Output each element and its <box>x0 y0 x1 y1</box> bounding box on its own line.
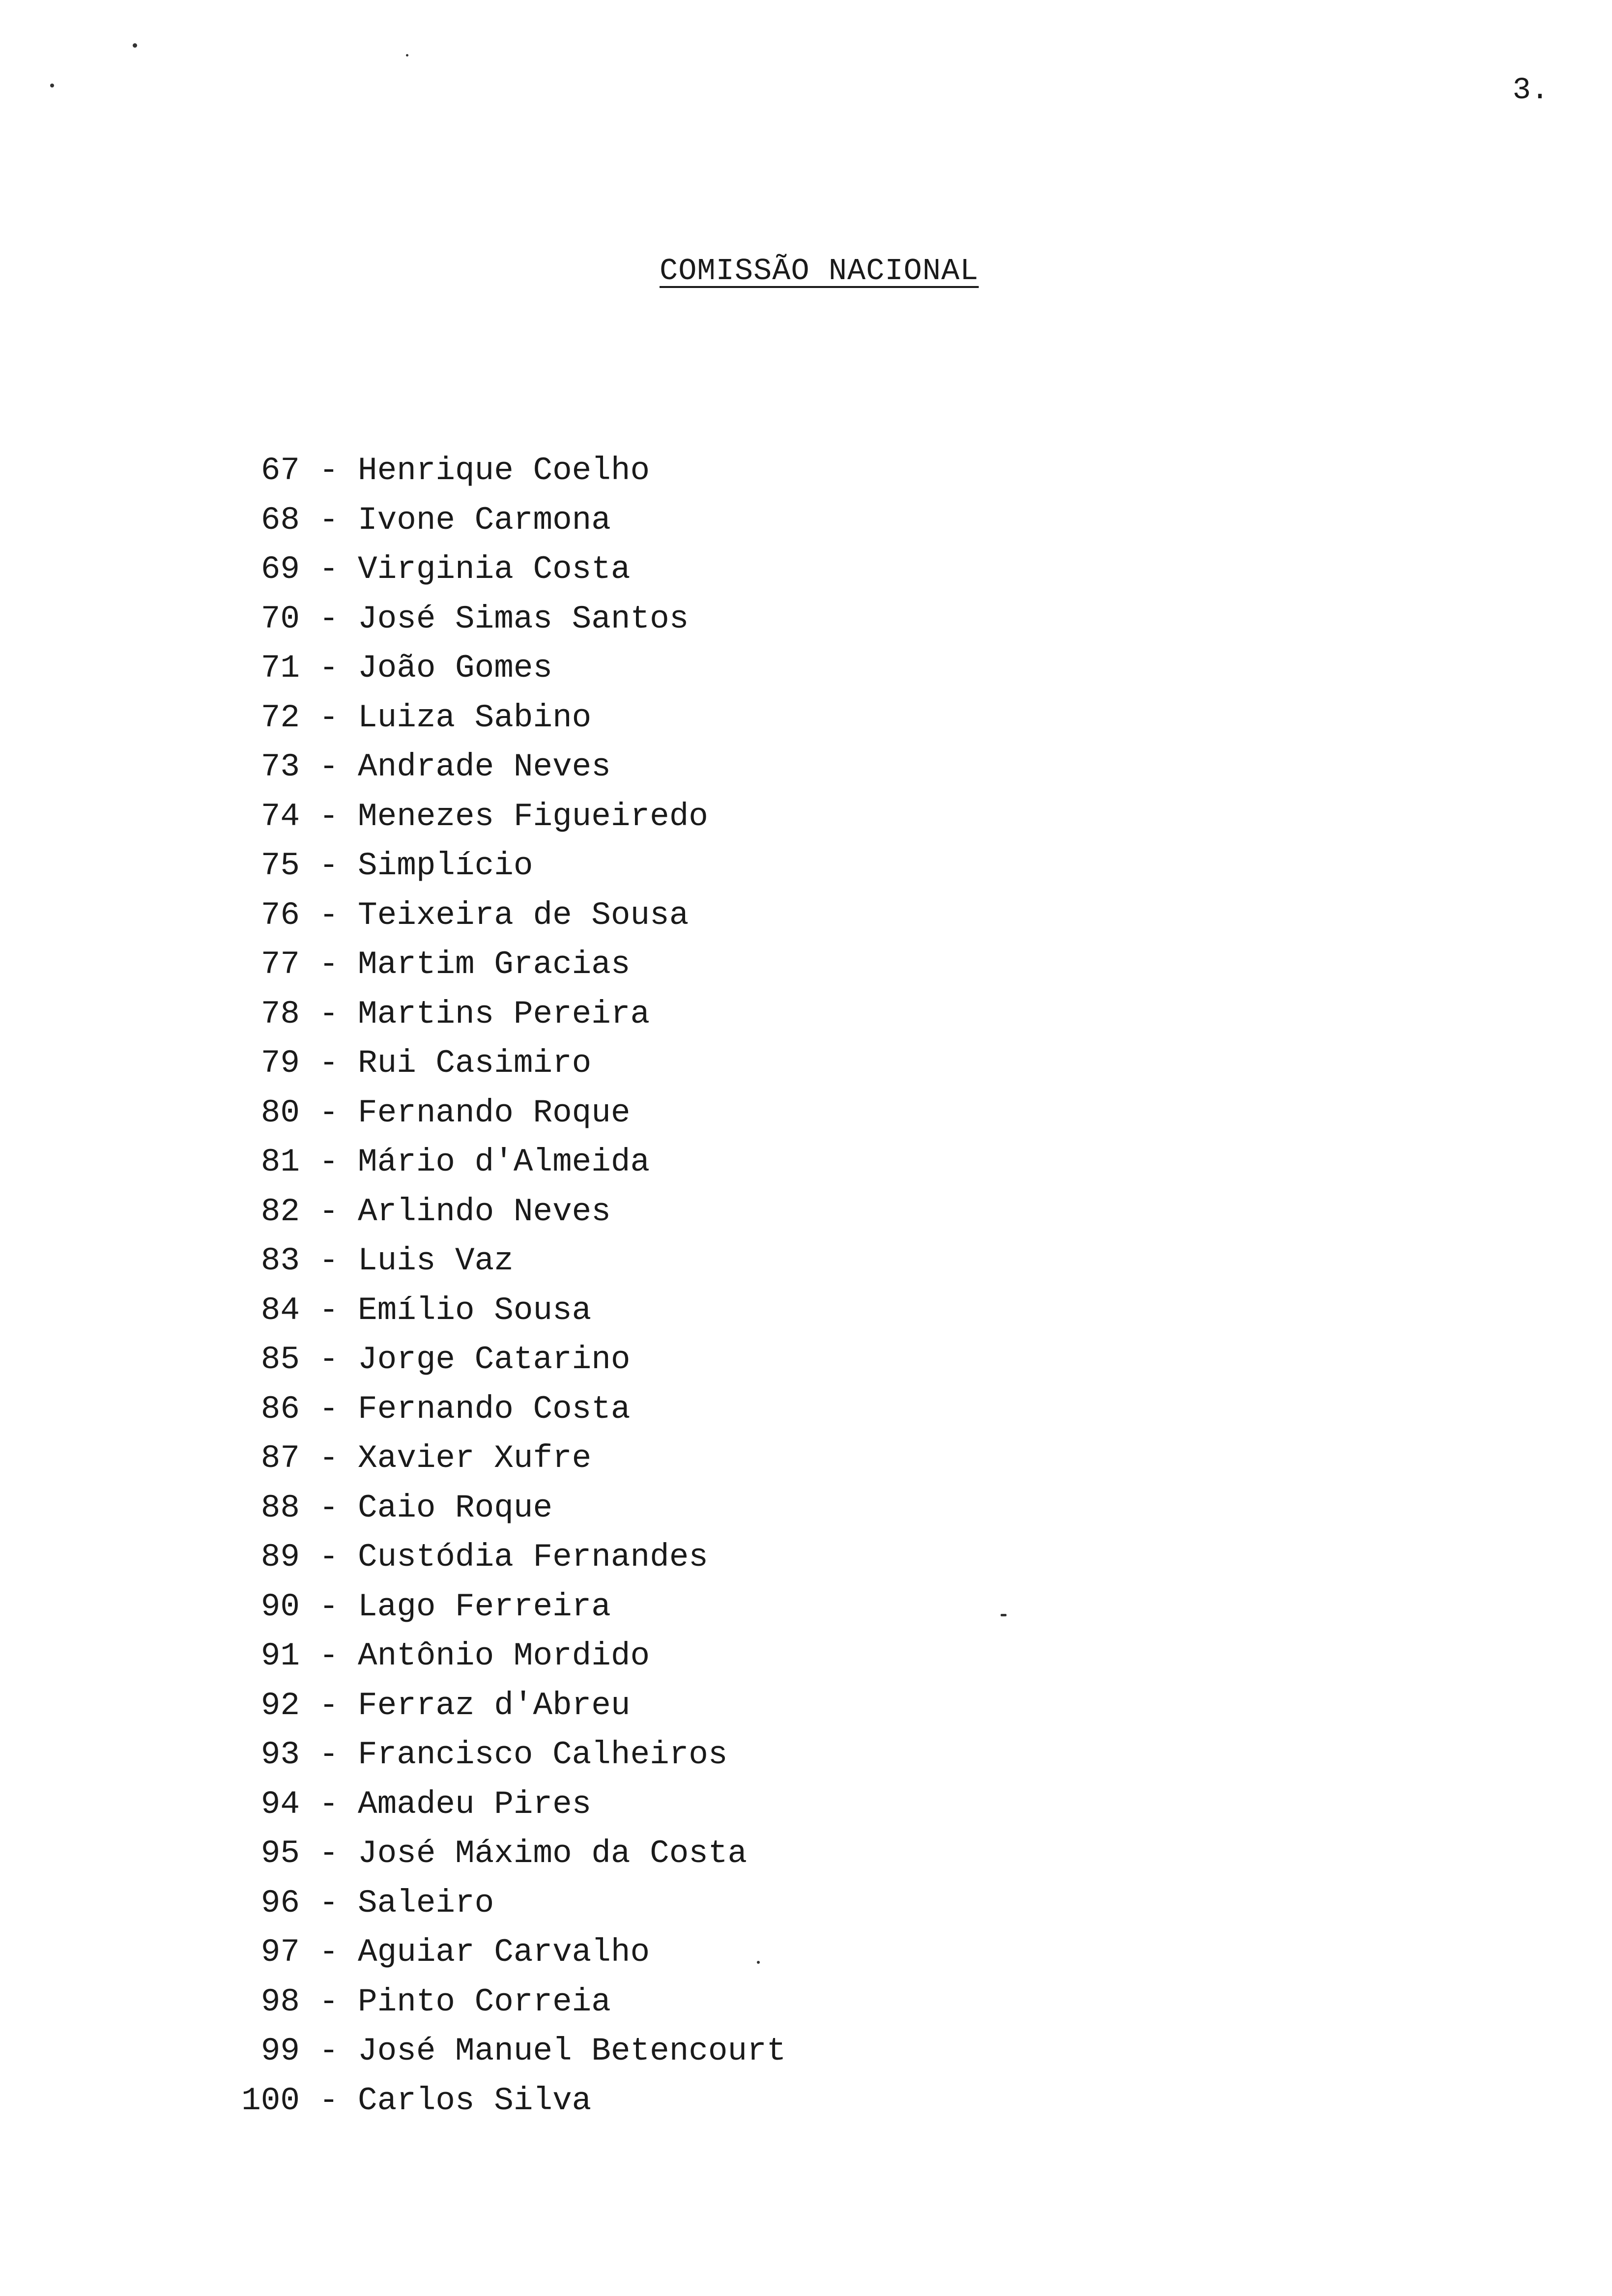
member-separator: - <box>319 1539 339 1576</box>
member-name: Saleiro <box>358 1884 494 1922</box>
member-item <box>241 2027 786 2076</box>
member-number: 73 <box>260 748 300 785</box>
member-number: 71 <box>260 650 300 687</box>
member-name: Ferraz d'Abreu <box>358 1687 631 1724</box>
member-separator: - <box>319 1884 339 1922</box>
member-number: 88 <box>260 1489 300 1526</box>
member-separator: - <box>319 1144 339 1180</box>
member-item <box>241 1039 786 1089</box>
member-separator: - <box>319 1193 339 1230</box>
member-separator: - <box>319 1934 339 1971</box>
member-number: 77 <box>260 946 300 983</box>
member-item <box>241 1533 786 1582</box>
member-number: 83 <box>260 1242 300 1279</box>
member-number: 96 <box>260 1884 300 1922</box>
member-separator: - <box>319 650 339 687</box>
member-item <box>241 1978 786 2027</box>
member-separator: - <box>319 1292 339 1329</box>
member-separator: - <box>319 1390 339 1428</box>
member-name: Teixeira de Sousa <box>358 896 689 934</box>
member-number: 98 <box>260 1983 300 2020</box>
member-item <box>241 545 786 595</box>
scan-speck <box>133 43 137 48</box>
member-name: Emílio Sousa <box>358 1292 592 1329</box>
member-name: José Manuel Betencourt <box>358 2033 786 2069</box>
member-number: 74 <box>260 798 300 835</box>
member-number: 68 <box>260 501 300 539</box>
member-name: Fernando Costa <box>358 1390 631 1428</box>
member-item <box>241 644 786 693</box>
member-name: Luis Vaz <box>358 1242 514 1279</box>
member-separator: - <box>319 699 339 736</box>
member-name: Francisco Calheiros <box>358 1736 728 1773</box>
member-separator: - <box>319 1785 339 1823</box>
member-item <box>241 2076 786 2126</box>
member-number: 91 <box>260 1637 300 1674</box>
scan-speck <box>1001 1614 1007 1616</box>
member-separator: - <box>319 748 339 785</box>
member-name: Henrique Coelho <box>358 452 650 489</box>
member-name: Amadeu Pires <box>358 1785 592 1823</box>
member-separator: - <box>319 2082 339 2119</box>
member-name: Fernando Roque <box>358 1094 631 1131</box>
member-separator: - <box>319 798 339 835</box>
scan-speck <box>757 1961 760 1964</box>
member-name: Martim Gracias <box>358 946 631 983</box>
member-item <box>241 990 786 1039</box>
member-item <box>241 496 786 545</box>
member-separator: - <box>319 1687 339 1724</box>
member-number: 95 <box>260 1835 300 1872</box>
member-number: 86 <box>260 1390 300 1428</box>
member-name: João Gomes <box>358 650 553 687</box>
member-name: José Máximo da Costa <box>358 1835 748 1872</box>
member-number: 100 <box>241 2082 300 2119</box>
member-item <box>241 792 786 842</box>
member-item <box>241 595 786 644</box>
member-number: 92 <box>260 1687 300 1724</box>
member-name: Rui Casimiro <box>358 1045 592 1082</box>
member-name: Carlos Silva <box>358 2082 592 2119</box>
page-number: 3. <box>1512 73 1549 108</box>
member-number: 99 <box>260 2033 300 2069</box>
member-number: 87 <box>260 1440 300 1477</box>
member-item <box>241 1138 786 1187</box>
member-number: 76 <box>260 896 300 934</box>
member-name: Simplício <box>358 847 533 884</box>
member-separator: - <box>319 551 339 588</box>
member-name: Pinto Correia <box>358 1983 611 2020</box>
member-number: 70 <box>260 600 300 637</box>
member-item <box>241 1187 786 1237</box>
member-separator: - <box>319 1489 339 1526</box>
member-item <box>241 1434 786 1484</box>
member-number: 90 <box>260 1588 300 1625</box>
member-name: Custódia Fernandes <box>358 1539 708 1576</box>
scan-speck <box>406 54 408 57</box>
member-item <box>241 1730 786 1780</box>
member-item <box>241 1236 786 1286</box>
member-item <box>241 1335 786 1385</box>
document-title: COMISSÃO NACIONAL <box>660 254 979 288</box>
member-separator: - <box>319 1588 339 1625</box>
member-item <box>241 1286 786 1336</box>
member-number: 72 <box>260 699 300 736</box>
member-separator: - <box>319 501 339 539</box>
member-separator: - <box>319 1637 339 1674</box>
member-separator: - <box>319 995 339 1033</box>
member-item <box>241 841 786 891</box>
member-separator: - <box>319 1094 339 1131</box>
member-item <box>241 1385 786 1435</box>
member-name: Mário d'Almeida <box>358 1144 650 1180</box>
member-item <box>241 1681 786 1731</box>
member-separator: - <box>319 452 339 489</box>
member-number: 78 <box>260 995 300 1033</box>
member-item <box>241 1484 786 1533</box>
member-number: 89 <box>260 1539 300 1576</box>
member-name: Arlindo Neves <box>358 1193 611 1230</box>
member-name: José Simas Santos <box>358 600 689 637</box>
member-separator: - <box>319 1736 339 1773</box>
member-item <box>241 743 786 792</box>
member-number: 80 <box>260 1094 300 1131</box>
member-separator: - <box>319 600 339 637</box>
member-number: 97 <box>260 1934 300 1971</box>
member-name: Andrade Neves <box>358 748 611 785</box>
member-name: Lago Ferreira <box>358 1588 611 1625</box>
member-separator: - <box>319 1440 339 1477</box>
member-number: 79 <box>260 1045 300 1082</box>
member-separator: - <box>319 1983 339 2020</box>
member-name: Ivone Carmona <box>358 501 611 539</box>
member-name: Martins Pereira <box>358 995 650 1033</box>
member-item <box>241 446 786 496</box>
member-separator: - <box>319 896 339 934</box>
member-name: Menezes Figueiredo <box>358 798 708 835</box>
member-item <box>241 1928 786 1978</box>
member-item <box>241 1829 786 1879</box>
member-separator: - <box>319 1341 339 1378</box>
member-name: Luiza Sabino <box>358 699 592 736</box>
member-number: 94 <box>260 1785 300 1823</box>
member-number: 93 <box>260 1736 300 1773</box>
member-list <box>241 446 786 2125</box>
member-separator: - <box>319 1242 339 1279</box>
member-separator: - <box>319 2033 339 2069</box>
member-item <box>241 1089 786 1138</box>
member-item <box>241 1632 786 1681</box>
member-separator: - <box>319 1835 339 1872</box>
member-item <box>241 1879 786 1928</box>
member-separator: - <box>319 946 339 983</box>
member-separator: - <box>319 1045 339 1082</box>
member-number: 67 <box>260 452 300 489</box>
member-number: 85 <box>260 1341 300 1378</box>
member-name: Caio Roque <box>358 1489 553 1526</box>
member-name: Jorge Catarino <box>358 1341 631 1378</box>
member-name: Antônio Mordido <box>358 1637 650 1674</box>
member-name: Aguiar Carvalho <box>358 1934 650 1971</box>
member-number: 81 <box>260 1144 300 1180</box>
member-name: Xavier Xufre <box>358 1440 592 1477</box>
member-name: Virginia Costa <box>358 551 631 588</box>
member-number: 69 <box>260 551 300 588</box>
member-item <box>241 891 786 941</box>
member-item <box>241 1780 786 1830</box>
member-item <box>241 693 786 743</box>
member-number: 84 <box>260 1292 300 1329</box>
member-separator: - <box>319 847 339 884</box>
member-number: 82 <box>260 1193 300 1230</box>
member-item <box>241 940 786 990</box>
member-item <box>241 1582 786 1632</box>
scan-speck <box>50 84 54 87</box>
member-number: 75 <box>260 847 300 884</box>
